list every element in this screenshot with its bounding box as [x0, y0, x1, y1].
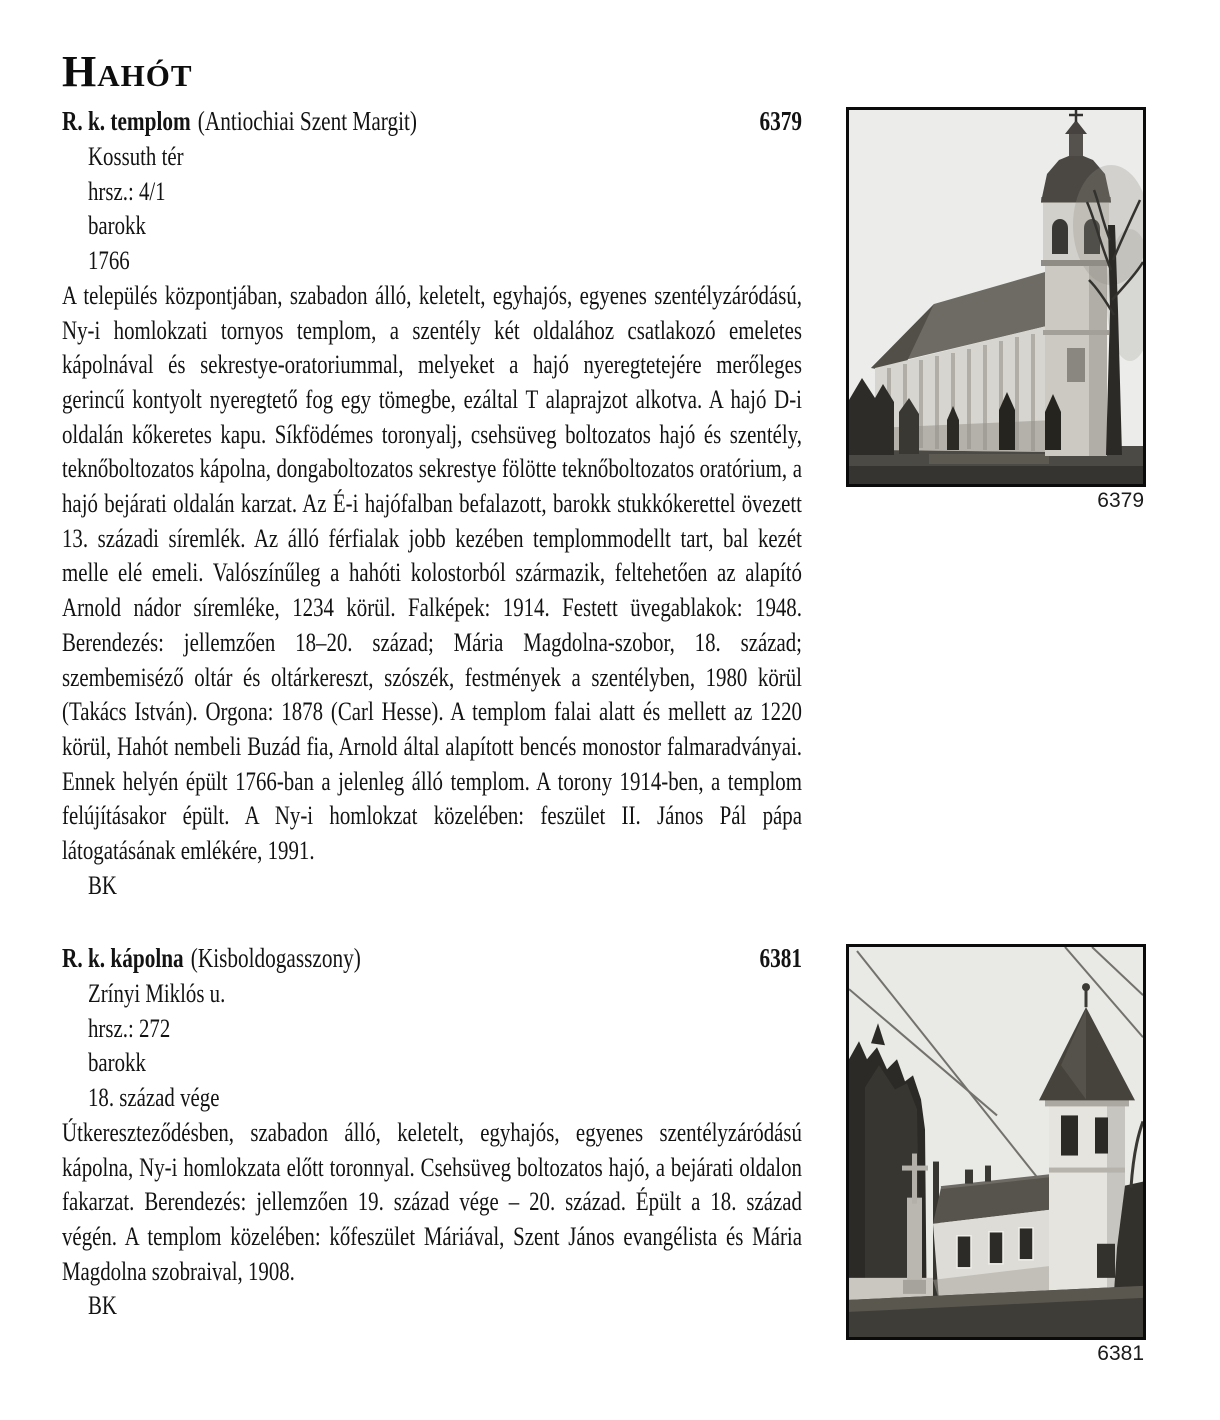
photo-caption: 6379	[1097, 489, 1144, 512]
entry-description: A település központjában, szabadon álló, keletelt, egyhajós, egyenes szentélyzáródású, Ny-i homlokzati tornyos templom, a szentély két oldalához csatlakozó emeletes kápolnával és sekrestye-oratoriummal, melyeket a hajó nyeregtetejére merőleges gerincű kontyolt nyeregtető fog egy tömegbe, ezáltal T alaprajzot alkotva. A hajó D-i oldalán kőkeretes kapu. Síkfödémes toronyalj, csehsüveg boltozatos hajó és szentély, teknőboltozatos kápolna, dongaboltozatos sekrestye fölötte teknőboltozatos oratórium, a hajó bejárati oldalán karzat. Az É-i hajófalban befalazott, barokk stukkókerettel övezett 13. századi síremlék. Az álló férfialak jobb kezében templommodellt tart, bal kezét melle elé emeli. Valószínűleg a hahóti kolostorból származik, feltehetően az alapító Arnold nádor síremléke, 1234 körül. Falképek: 1914. Festett üvegablakok: 1948. Berendezés: jellemzően 18–20. század; Mária Magdolna-szobor, 18. század; szembemiséző oltár és oltárkereszt, szószék, festmények a szentélyben, 1980 körül (Takács István). Orgona: 1878 (Carl Hesse). A templom falai alatt és mellett az 1220 körül, Hahót nembeli Buzád fia, Arnold által alapított bencés monostor falmaradványai. Ennek helyén épült 1766-ban a jelenleg álló templom. A torony 1914-ben, a templom felújításakor épült. A Ny-i homlokzat közelében: feszület II. János Pál pápa látogatásának emlékére, 1991.	[62, 279, 802, 866]
entry-date: 18. század vége	[87, 1082, 220, 1113]
entry-description: Útkereszteződésben, szabadon álló, keletelt, egyhajós, egyenes szentélyzáródású kápolna, Ny-i homlokzata előtt toronnyal. Csehsüveg boltozatos hajó, a bejárati oldalon fakarzat. Berendezés: jellemzően 19. század vége – 20. század. Épült a 18. század végén. A templom közelében: kőfeszület Máriával, Szent János evangélista és Mária Magdolna szobraival, 1908.	[62, 1116, 802, 1286]
photo-6379	[846, 107, 1146, 487]
monument-cross	[912, 1154, 917, 1204]
tower-window	[1097, 1244, 1115, 1278]
church-photo-illustration	[849, 110, 1143, 484]
photo-caption: 6381	[1097, 1342, 1144, 1365]
photo-6381	[846, 944, 1146, 1340]
entry-signature: BK	[87, 1290, 117, 1321]
entry-6379	[62, 104, 802, 902]
belfry-window	[1052, 219, 1068, 254]
entry-6381	[62, 941, 802, 1323]
entry-address: Zrínyi Miklós u.	[87, 978, 226, 1008]
entry-name: R. k. kápolna	[62, 943, 184, 973]
entry-style: barokk	[87, 1047, 146, 1078]
entry-style: barokk	[87, 210, 146, 241]
entry-title	[62, 941, 361, 976]
entry-name: R. k. templom	[62, 106, 191, 136]
entry-date: 1766	[87, 245, 130, 276]
belfry-window	[1061, 1115, 1078, 1155]
entry-dedication: (Antiochiai Szent Margit)	[197, 106, 417, 136]
entry-dedication: (Kisboldogasszony)	[190, 943, 361, 973]
entry-signature: BK	[87, 869, 117, 900]
chapel-photo-illustration	[849, 947, 1143, 1337]
entry-header	[62, 104, 802, 139]
entry-parcel-number: hrsz.: 272	[87, 1012, 171, 1043]
entry-address: Kossuth tér	[87, 141, 184, 171]
entry-parcel-number: hrsz.: 4/1	[87, 175, 166, 206]
entry-number: 6381	[759, 943, 802, 973]
belfry-window	[1095, 1117, 1108, 1153]
entry-title	[62, 104, 417, 139]
entry-number: 6379	[759, 106, 802, 136]
page-title: Hahót	[62, 47, 193, 97]
entry-header	[62, 941, 802, 976]
monument-pillar	[907, 1198, 922, 1286]
